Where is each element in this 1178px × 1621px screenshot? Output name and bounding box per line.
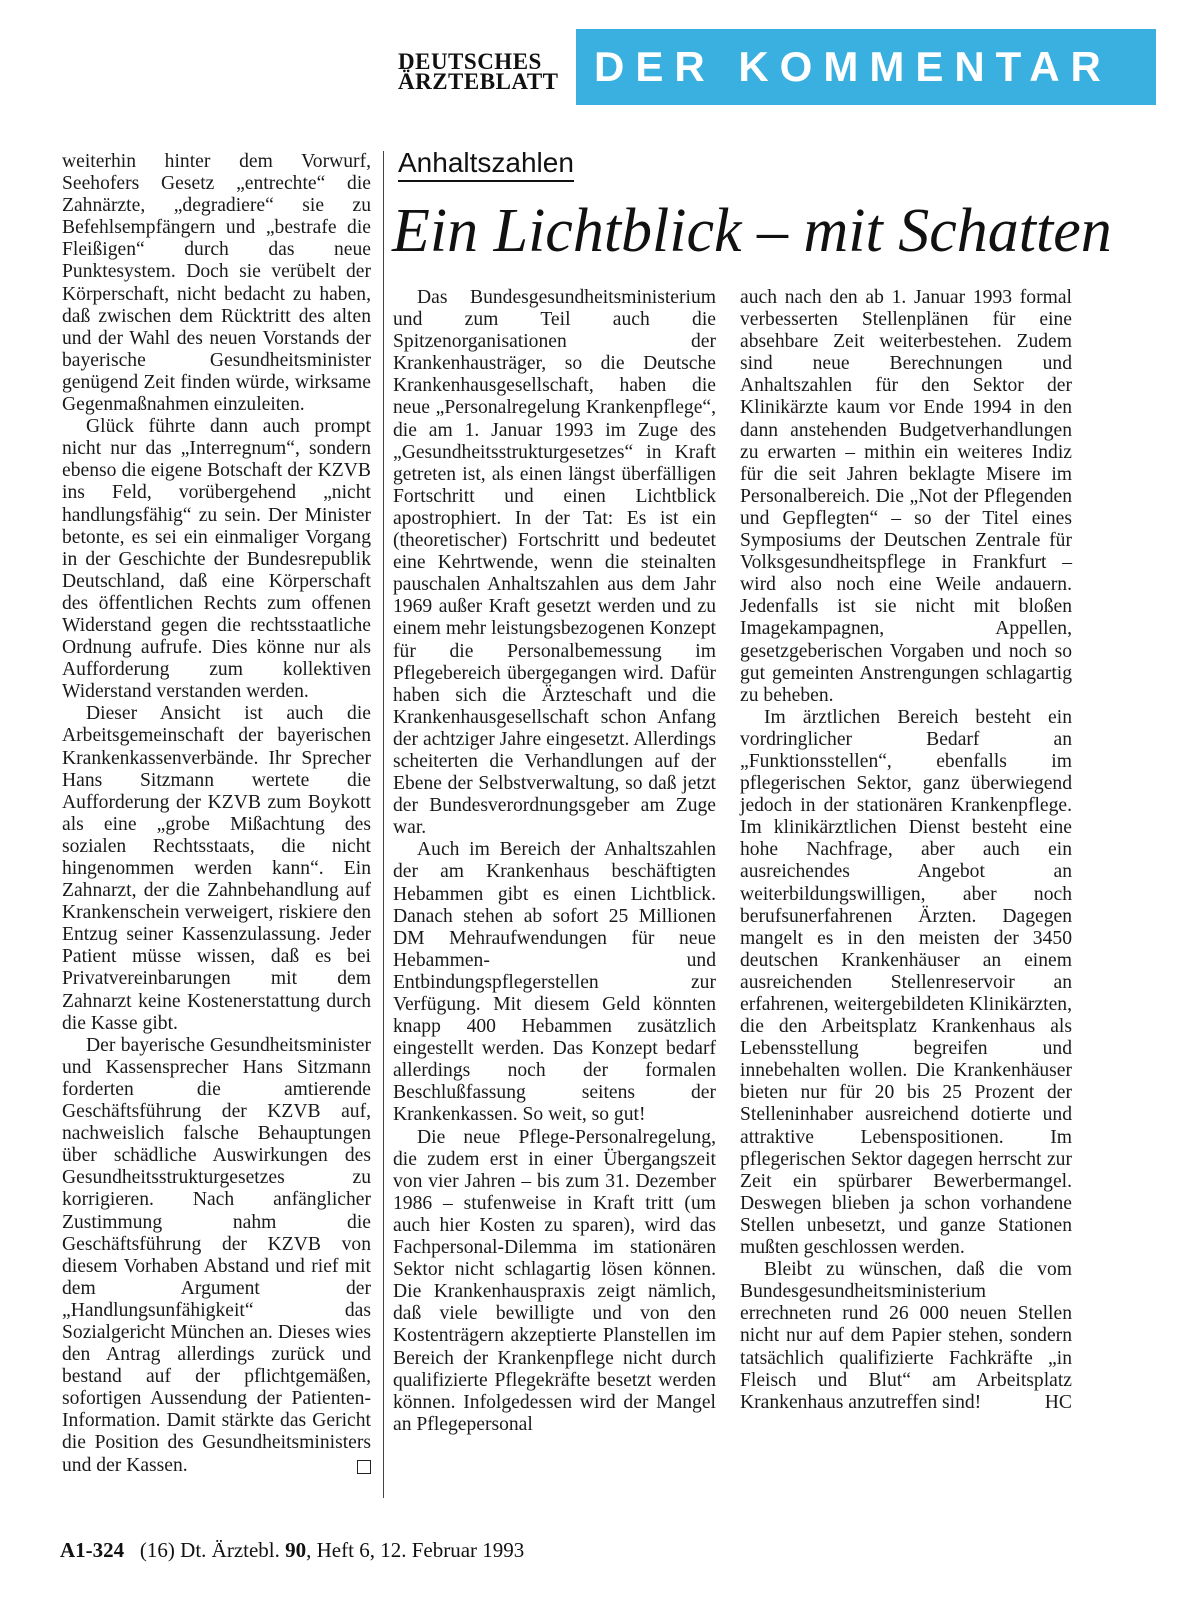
left-paragraph-1: weiterhin hinter dem Vorwurf, Seehofers Gesetz „entrechte“ die Zahnärzte, „degradiere“ sie zu Befehlsempfängern und „bestrafe die Fleißigen“ durch das neue Punktesystem. Doch sie verübelt der Körperschaft, nicht bedacht zu haben, daß zwischen dem Rücktritt des alten und der Wahl des neuen Vorstands der bayerische Gesundheitsminister genügend Zeit finden würde, wirksame Gegenmaßnahmen einzuleiten. [62,151,371,416]
publication-logo [398,49,566,94]
logo-line-1: DEUTSCHES [398,49,542,74]
right-paragraph-3-text: Bleibt zu wünschen, daß die vom Bundesgesundheitsministerium errechneten rund 26 000 neuen Stellen nicht nur auf dem Papier stehen, sondern tatsächlich qualifizierte Fachkräfte „in Fleisch und Blut“ am Arbeitsplatz Krankenhaus anzutreffen sind! [740,1259,1072,1413]
logo-line-2: ÄRZTEBLATT [398,69,559,94]
page-code: A1-324 [60,1538,125,1562]
left-paragraph-4-text: Der bayerische Gesundheitsminister und Kassensprecher Hans Sitzmann forderten die amtierende Geschäftsführung der KZVB auf, nachweislich falsche Behauptungen über schädliche Auswirkungen des Gesundheitsstrukturgesetzes zu korrigieren. Nach anfänglicher Zustimmung nahm die Geschäftsführung der KZVB von diesem Vorhaben Abstand und rief mit dem Argument der „Handlungsunfähigkeit“ das Sozialgericht München an. Dieses wies den Antrag allerdings zurück und bestand auf der pflichtgemäßen, sofortigen Aussendung der Patienten-Information. Damit stärkte das Gericht die Position des Gesundheitsministers und der Kassen. [62,1034,371,1476]
section-banner: DER KOMMENTAR [576,29,1156,105]
end-of-article-mark [357,1460,371,1474]
author-signature: HC [1044,1391,1072,1413]
mid-paragraph-3: Die neue Pflege-Personalregelung, die zudem erst in einer Übergangszeit von vier Jahren – bis zum 31. Dezember 1986 – stufenweise in Kraft tritt (um auch hier Kosten zu sparen), wird das Fachpersonal-Dilemma im stationären Sektor nicht schlagartig lösen können. Die Krankenhauspraxis zeigt nämlich, daß viele bewilligte und von den Kostenträgern akzeptierte Planstellen im Bereich der Krankenpflege nicht durch qualifizierte Pflegekräfte besetzt werden können. Infolgedessen wird der Mangel an Pflegepersonal [393,1126,716,1435]
right-paragraph-3 [740,1259,1072,1414]
left-column [62,151,371,1477]
left-paragraph-3: Dieser Ansicht ist auch die Arbeitsgemeinschaft der bayerischen Krankenkassenverbände. Ihr Sprecher Hans Sitzmann wertete die Aufforderung der KZVB zum Boykott als eine „grobe Mißachtung des sozialen Rechtsstaats, die nicht hingenommen werden kann“. Ein Zahnarzt, der die Zahnbehandlung auf Krankenschein verweigert, riskiere den Entzug seiner Kassenzulassung. Jeder Patient müsse wissen, daß es bei Privatvereinbarungen mit dem Zahnarzt keine Kostenerstattung durch die Kasse gibt. [62,703,371,1034]
left-paragraph-4 [62,1035,371,1477]
right-paragraph-2: Im ärztlichen Bereich besteht ein vordringlicher Bedarf an „Funktionsstellen“, ebenfalls im pflegerischen Sektor, ganz überwiegend jedoch in der stationären Krankenpflege. Im klinikärztlichen Dienst besteht eine hohe Nachfrage, aber auch ein ausreichendes Angebot an weiterbildungswilligen, aber noch berufsunerfahrenen Ärzten. Dagegen mangelt es in den meisten der 3450 deutschen Krankenhäuser an einem ausreichenden Stellenreservoir an erfahrenen, weitergebildeten Klinikärzten, die den Arbeitsplatz Krankenhaus als Lebensstellung begreifen und innebehalten wollen. Die Krankenhäuser bieten nur für 20 bis 25 Prozent der Stelleninhaber ausreichend dotierte und attraktive Lebenspositionen. Im pflegerischen Sektor dagegen herrscht zur Zeit ein spürbarer Bewerbermangel. Deswegen blieben ja schon vorhandene Stellen unbesetzt, und ganze Stationen mußten geschlossen werden. [740,706,1072,1259]
mid-paragraph-1: Das Bundesgesundheitsministerium und zum Teil auch die Spitzenorganisationen der Krankenhausträger, so die Deutsche Krankenhausgesellschaft, haben die neue „Personalregelung Krankenpflege“, die am 1. Januar 1993 im Zuge des „Gesundheitsstrukturgesetzes“ in Kraft getreten ist, als einen längst überfälligen Fortschritt und einen Lichtblick apostrophiert. In der Tat: Es ist ein (theoretischer) Fortschritt und bedeutet eine Kehrtwende, wenn die steinalten pauschalen Anhaltszahlen aus dem Jahr 1969 außer Kraft gesetzt werden und zu einem mehr leistungsbezogenen Konzept für die Personalbemessung im Pflegebereich übergegangen wird. Dafür haben sich die Ärzteschaft und die Krankenhausgesellschaft schon Anfang der achtziger Jahre eingesetzt. Allerdings scheiterten die Verhandlungen auf der Ebene der Selbstverwaltung, so daß jetzt der Bundesverordnungsgeber am Zuge war. [393,287,716,839]
middle-column [393,287,716,1436]
left-paragraph-2: Glück führte dann auch prompt nicht nur das „Interregnum“, sondern ebenso die eigene Botschaft der KZVB ins Feld, vorübergehend „nicht handlungsfähig“ zu sein. Der Minister betonte, es sei ein einmaliger Vorgang in der Geschichte der Bundesrepublik Deutschland, daß eine Körperschaft des öffentlichen Rechts zum offenen Widerstand gegen die rechtsstaatliche Ordnung aufrufe. Dies könne nur als Aufforderung zum kollektiven Widerstand verstanden werden. [62,416,371,703]
footer-volume: 90 [285,1538,307,1562]
article-headline: Ein Lichtblick – mit Schatten [392,197,1112,265]
footer-issue-date: , Heft 6, 12. Februar 1993 [306,1538,525,1562]
right-column [740,287,1072,1414]
right-paragraph-1: auch nach den ab 1. Januar 1993 formal verbesserten Stellenplänen für eine absehbare Zeit weiterbestehen. Zudem sind neue Berechnungen und Anhaltszahlen für den Sektor der Klinikärzte kaum vor Ende 1994 in den dann anstehenden Budgetverhandlungen zu erwarten – mithin ein weiteres Indiz für die seit Jahren beklagte Misere im Personalbereich. Die „Not der Pflegenden und Gepflegten“ – so der Titel eines Symposiums der Deutschen Zentrale für Volksgesundheitspflege in Frankfurt – wird also noch eine Weile andauern. Jedenfalls ist sie nicht mit bloßen Imagekampagnen, Appellen, gesetzgeberischen Vorgaben und noch so gut gemeinten Anstrengungen schlagartig zu beheben. [740,287,1072,706]
article-kicker: Anhaltszahlen [398,146,574,182]
mid-paragraph-2: Auch im Bereich der Anhaltszahlen der am Krankenhaus beschäftigten Hebammen gibt es einen Lichtblick. Danach stehen ab sofort 25 Millionen DM Mehraufwendungen für neue Hebammen- und Entbindungspflegerstellen zur Verfügung. Mit diesem Geld könnten knapp 400 Hebammen zusätzlich eingestellt werden. Das Konzept bedarf allerdings noch der formalen Beschlußfassung seitens der Krankenkassen. So weit, so gut! [393,839,716,1126]
footer-source: (16) Dt. Ärztebl. [139,1538,280,1562]
column-divider [383,151,384,1498]
page-footer [60,1538,524,1563]
